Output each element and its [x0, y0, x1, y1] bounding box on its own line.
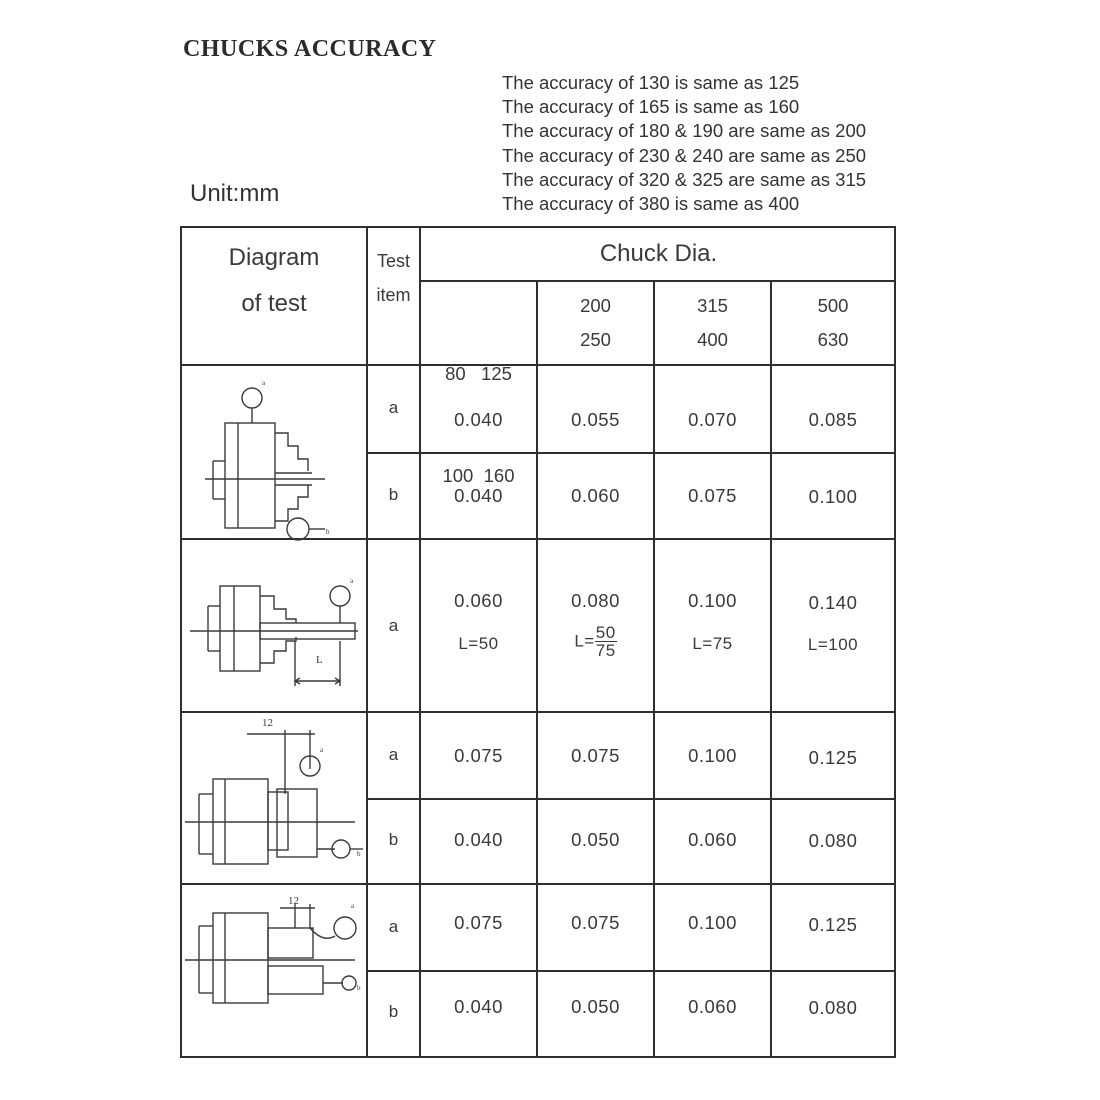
header-test-item [368, 244, 419, 312]
value-cell: 0.080 [808, 830, 858, 851]
fraction-numerator: 50 [595, 623, 616, 642]
row-divider [180, 364, 896, 366]
page-title: CHUCKS ACCURACY [183, 36, 437, 62]
header-chuck-dia: Chuck Dia. [599, 240, 718, 267]
note-line: The accuracy of 320 & 325 are same as 315 [502, 168, 867, 190]
unit-label: Unit:mm [190, 180, 280, 207]
size-bottom: 100 160 [442, 465, 515, 486]
value-cell: 0.040 [454, 485, 503, 506]
header-test-line1: Test [376, 251, 410, 271]
value-cell: 0.055 [571, 409, 620, 430]
header-size-col2 [538, 289, 653, 357]
size-top: 200 [580, 295, 611, 316]
value-cell: 0.050 [571, 829, 620, 850]
value-cell: 0.100 [688, 590, 737, 611]
length-fraction [595, 624, 617, 659]
test-item: a [388, 398, 399, 417]
value-cell: 0.075 [688, 485, 737, 506]
diagram-label-12: 12 [262, 717, 273, 729]
table-border [180, 226, 896, 228]
diagram-test-bar [190, 571, 360, 701]
table-border [180, 226, 182, 1058]
size-bottom: 250 [580, 329, 611, 350]
accuracy-table [180, 226, 896, 1058]
table-border [894, 226, 896, 1058]
value-cell: 0.060 [688, 829, 737, 850]
value-cell: 0.100 [688, 912, 737, 933]
diagram-label-L: L [316, 654, 323, 666]
note-line: The accuracy of 380 is same as 400 [502, 193, 800, 215]
length-prefix: L= [574, 631, 595, 651]
value-cell: 0.080 [571, 590, 620, 611]
row-divider [180, 538, 896, 540]
diagram-label-a: a [351, 902, 355, 910]
size-bottom: 630 [817, 329, 849, 350]
note-line: The accuracy of 165 is same as 160 [502, 96, 800, 118]
diagram-outer-grip [185, 888, 365, 1048]
column-divider [770, 280, 772, 1058]
diagram-label-a: a [350, 577, 354, 585]
value-cell: 0.125 [808, 747, 858, 768]
row-divider [366, 798, 896, 800]
value-cell: 0.125 [808, 914, 858, 935]
length-cell: L=75 [692, 634, 733, 653]
size-top: 80 125 [445, 363, 512, 384]
value-cell: 0.070 [688, 409, 737, 430]
table-border [180, 1056, 896, 1058]
value-cell: 0.040 [454, 409, 503, 430]
value-cell: 0.100 [688, 745, 737, 766]
diagram-label-12: 12 [288, 895, 299, 907]
diagram-label-b: b [357, 984, 361, 992]
note-line: The accuracy of 230 & 240 are same as 250 [502, 144, 867, 166]
value-cell: 0.080 [808, 997, 858, 1018]
diagram-label-b: b [357, 850, 361, 858]
header-test-line2: item [376, 285, 411, 305]
test-item: b [388, 830, 399, 849]
header-diagram [180, 235, 368, 327]
header-diagram-line2: of test [241, 290, 307, 317]
value-cell: 0.050 [571, 996, 620, 1017]
diagram-inner-grip [185, 714, 365, 879]
row-divider [366, 970, 896, 972]
test-item: a [388, 745, 399, 764]
column-divider [536, 280, 538, 1058]
test-item: a [388, 616, 399, 635]
value-cell: 0.075 [571, 745, 620, 766]
diagram-label-a: a [320, 746, 324, 754]
column-divider [653, 280, 655, 1058]
size-bottom: 400 [697, 329, 728, 350]
test-item: b [388, 1002, 399, 1021]
value-cell: 0.075 [571, 912, 620, 933]
value-cell: 0.140 [808, 592, 858, 613]
row-divider [419, 280, 896, 282]
note-line: The accuracy of 180 & 190 are same as 200 [502, 120, 867, 142]
value-cell: 0.040 [454, 996, 503, 1017]
size-top: 315 [697, 295, 728, 316]
diagram-label-b: b [326, 528, 330, 536]
header-diagram-line1: Diagram [228, 244, 320, 271]
length-cell-fraction [538, 624, 653, 659]
fraction-denominator: 75 [595, 641, 616, 660]
accuracy-notes [502, 71, 866, 216]
header-size-col4 [772, 289, 894, 357]
value-cell: 0.100 [808, 486, 858, 507]
row-divider [180, 711, 896, 713]
value-cell: 0.040 [454, 829, 503, 850]
diagram-face-radial-runout [200, 371, 350, 536]
value-cell: 0.060 [571, 485, 620, 506]
header-size-col3 [655, 289, 770, 357]
value-cell: 0.075 [454, 912, 503, 933]
length-cell: L=50 [458, 634, 499, 653]
length-cell: L=100 [807, 635, 859, 654]
size-top: 500 [817, 295, 849, 316]
value-cell: 0.060 [454, 590, 503, 611]
test-item: b [388, 485, 399, 504]
value-cell: 0.085 [808, 409, 858, 430]
test-item: a [388, 917, 399, 936]
value-cell: 0.075 [454, 745, 503, 766]
row-divider [180, 883, 896, 885]
diagram-label-a: a [262, 379, 266, 387]
note-line: The accuracy of 130 is same as 125 [502, 72, 800, 93]
value-cell: 0.060 [688, 996, 737, 1017]
